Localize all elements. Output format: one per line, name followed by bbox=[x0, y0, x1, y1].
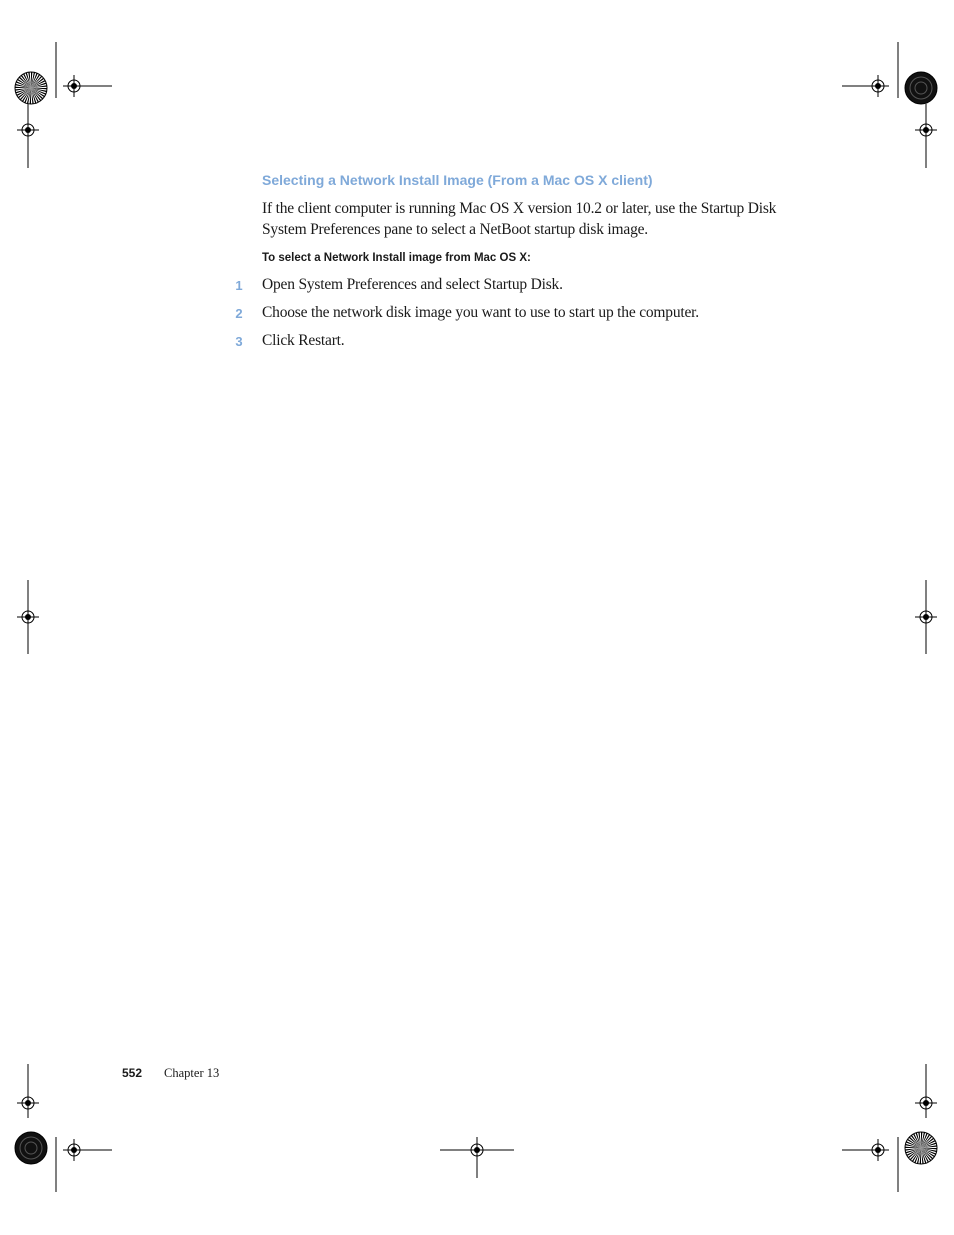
star-target-icon bbox=[15, 72, 47, 104]
page-number: 552 bbox=[122, 1066, 143, 1080]
registration-mark-icon bbox=[867, 1139, 889, 1161]
registration-mark-icon bbox=[17, 1092, 39, 1114]
registration-mark-icon bbox=[915, 119, 937, 141]
step-text: Click Restart. bbox=[262, 332, 345, 349]
section-title: Selecting a Network Install Image (From a Mac OS X client) bbox=[262, 172, 653, 188]
star-target-icon bbox=[905, 1132, 937, 1164]
procedure-title: To select a Network Install image from Mac OS X: bbox=[262, 252, 531, 264]
color-target-icon bbox=[905, 72, 937, 104]
registration-mark-icon bbox=[466, 1139, 488, 1161]
step-text: Choose the network disk image you want to use to start up the computer. bbox=[262, 304, 699, 321]
registration-mark-icon bbox=[63, 75, 85, 97]
color-target-icon bbox=[15, 1132, 47, 1164]
registration-mark-icon bbox=[17, 606, 39, 628]
step-number: 1 bbox=[235, 278, 243, 293]
registration-mark-icon bbox=[17, 119, 39, 141]
step-number: 2 bbox=[235, 306, 243, 321]
step-text: Open System Preferences and select Startup Disk. bbox=[262, 276, 563, 293]
registration-mark-icon bbox=[867, 75, 889, 97]
registration-mark-icon bbox=[915, 1092, 937, 1114]
registration-mark-icon bbox=[63, 1139, 85, 1161]
intro-paragraph: If the client computer is running Mac OS X version 10.2 or later, use the Startup Disk System Preferences pane to select a NetBoot startup disk image. bbox=[262, 200, 777, 238]
page-footer bbox=[122, 1064, 219, 1082]
registration-mark-icon bbox=[915, 606, 937, 628]
step-number: 3 bbox=[235, 334, 243, 349]
chapter-label: Chapter 13 bbox=[164, 1066, 220, 1080]
